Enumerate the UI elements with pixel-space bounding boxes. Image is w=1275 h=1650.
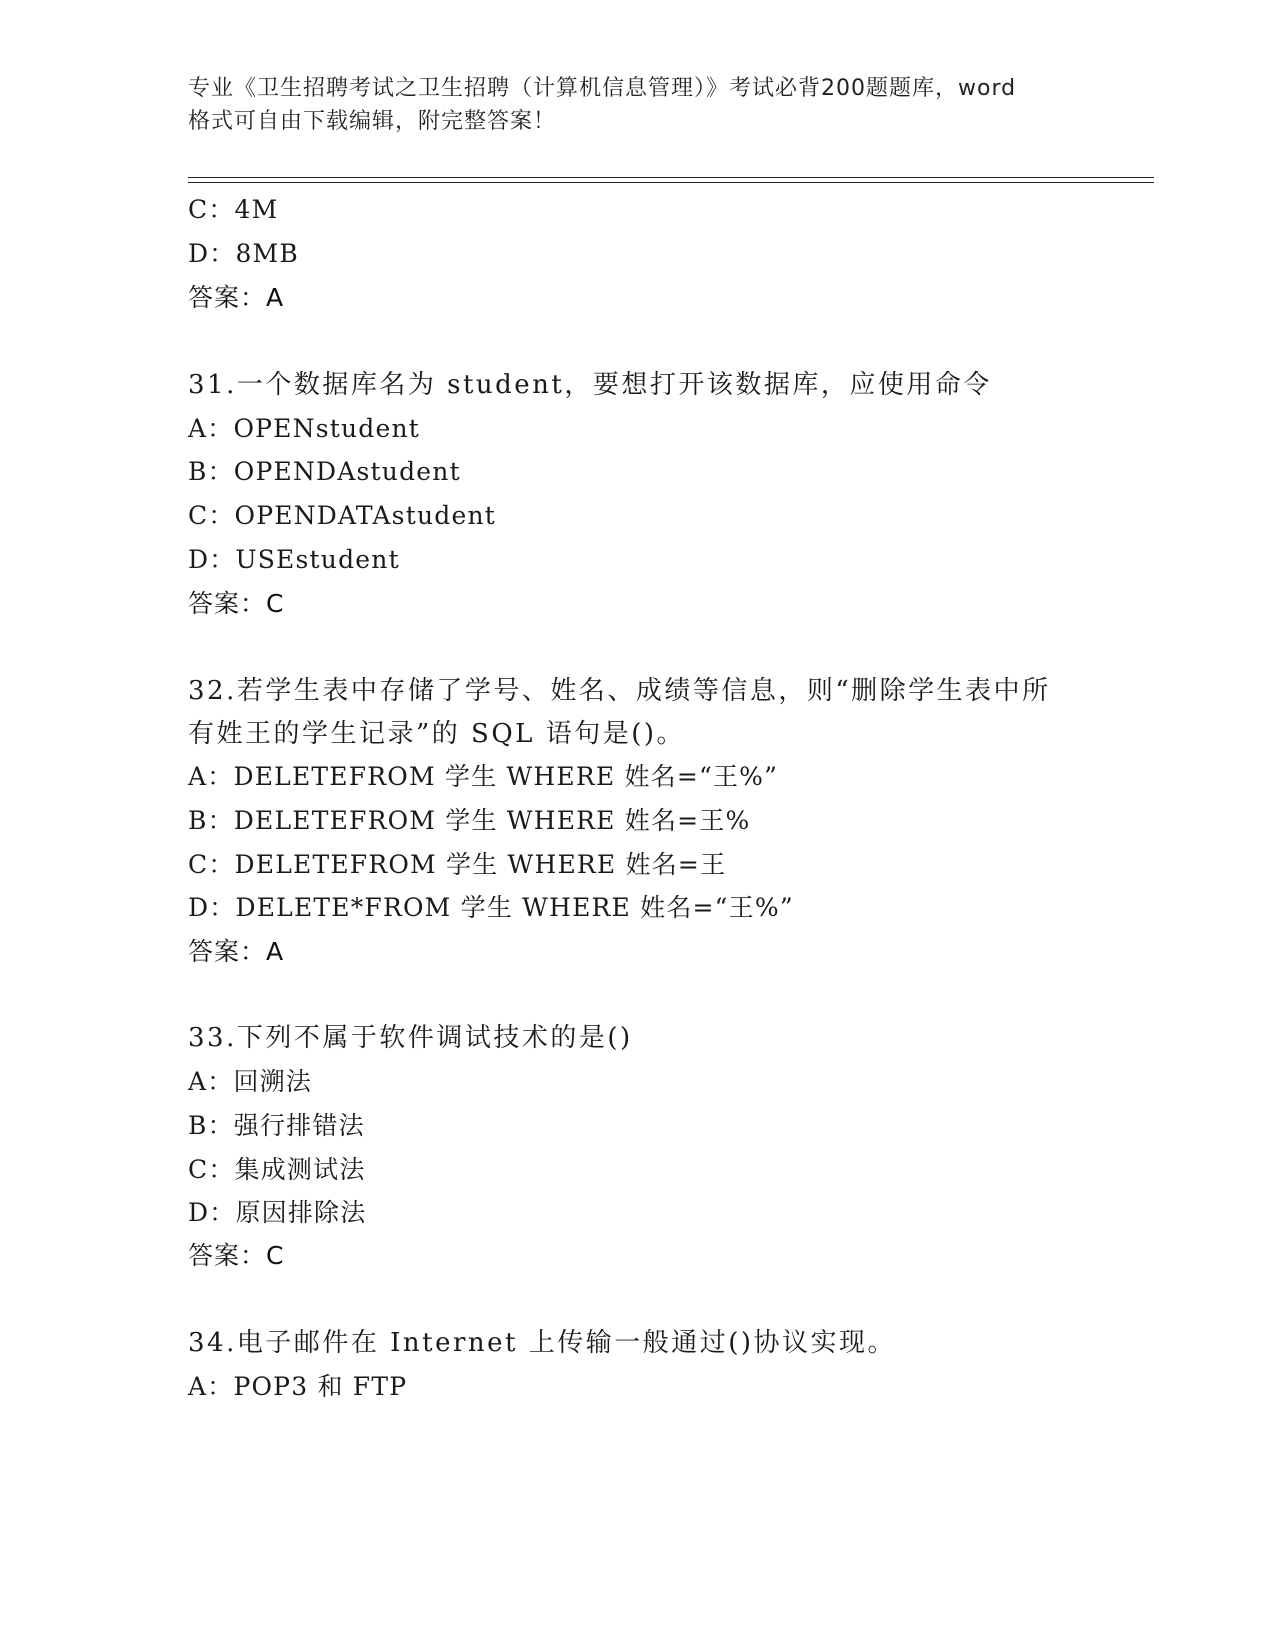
question-33-text: 33.下列不属于软件调试技术的是() [188,1023,633,1053]
option-d: D：8MB [188,239,299,268]
document-header [188,72,1088,138]
question-31-option-b: B：OPENDAstudent [188,457,461,486]
header-line-2: 格式可自由下载编辑，附完整答案！ [188,109,557,134]
question-32-text-line-1: 32.若学生表中存储了学号、姓名、成绩等信息，则“删除学生表中所 [188,676,1051,706]
question-31-option-a: A：OPENstudent [188,414,421,443]
header-divider-top [188,177,1154,178]
question-31-text: 31.一个数据库名为 student，要想打开该数据库，应使用命令 [188,370,992,400]
question-31-option-d: D：USEstudent [188,545,400,574]
header-divider-bottom [188,182,1154,183]
question-32-option-b: B：DELETEFROM 学生 WHERE 姓名=王% [188,806,751,835]
answer: 答案：A [188,283,285,312]
question-33-answer: 答案：C [188,1241,285,1270]
question-32-option-d: D：DELETE*FROM 学生 WHERE 姓名=“王%” [188,893,794,922]
question-32-answer: 答案：A [188,937,285,966]
question-34-text: 34.电子邮件在 Internet 上传输一般通过()协议实现。 [188,1328,897,1358]
question-31-option-c: C：OPENDATAstudent [188,501,496,530]
option-c: C：4M [188,195,279,224]
question-33-option-d: D：原因排除法 [188,1198,367,1227]
header-line-1: 专业《卫生招聘考试之卫生招聘（计算机信息管理）》考试必背200题题库，word [188,76,1017,101]
question-33-option-a: A：回溯法 [188,1067,313,1096]
question-32-option-c: C：DELETEFROM 学生 WHERE 姓名=王 [188,850,727,879]
question-32-option-a: A：DELETEFROM 学生 WHERE 姓名=“王%” [188,762,779,791]
question-33-option-b: B：强行排错法 [188,1111,365,1140]
question-33-option-c: C：集成测试法 [188,1155,366,1184]
question-34-option-a: A：POP3 和 FTP [188,1372,408,1401]
question-31-answer: 答案：C [188,589,285,618]
question-32-text-line-2: 有姓王的学生记录”的 SQL 语句是()。 [188,719,686,749]
